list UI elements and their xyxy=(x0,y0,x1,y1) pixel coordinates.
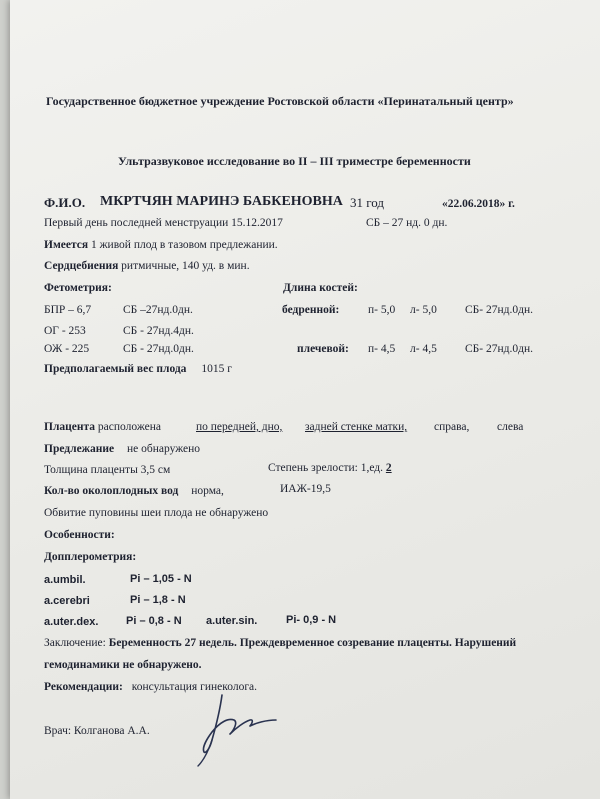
features-label: Особенности: xyxy=(44,529,115,541)
document-page xyxy=(10,0,600,799)
doctor-name: Колганова А.А. xyxy=(73,725,150,737)
fetometry-og-sb: СБ - 27нд.4дн. xyxy=(123,325,194,337)
bone-femur-sb: СБ- 27нд.0дн. xyxy=(465,304,533,316)
institution-header: Государственное бюджетное учреждение Ростовской области «Перинатальный центр» xyxy=(46,94,514,108)
doppler-cerebri-label: a.cerebri xyxy=(44,595,90,607)
placenta-located: расположена xyxy=(97,421,161,433)
previa-value: не обнаружено xyxy=(127,443,200,455)
doppler-cerebri-value: Pi – 1,8 - N xyxy=(130,594,186,606)
placenta-option-left: слева xyxy=(497,421,524,433)
doppler-uter-sin-value: Pi- 0,9 - N xyxy=(286,614,337,626)
patient-age: 31 год xyxy=(350,195,384,210)
last-menstruation: Первый день последней менструации 15.12.2017 xyxy=(44,217,283,229)
fetal-weight-label: Предполагаемый вес плода xyxy=(44,363,187,375)
bone-humerus-sb: СБ- 27нд.0дн. xyxy=(465,343,533,355)
heartbeat-value: ритмичные, 140 уд. в мин. xyxy=(121,260,250,272)
fetometry-oj-sb: СБ - 27нд.0дн. xyxy=(123,343,194,355)
placenta-option-right: справа, xyxy=(434,421,470,433)
maturity-label: Степень зрелости: 1,ед. xyxy=(268,462,384,474)
amniotic-index: ИАЖ-19,5 xyxy=(280,483,331,495)
bone-humerus-right: п- 4,5 xyxy=(368,343,396,355)
fetus-presence-label: Имеется xyxy=(44,239,89,251)
bone-femur-right: п- 5,0 xyxy=(368,304,396,316)
recommendation-value: консультация гинеколога. xyxy=(131,681,258,693)
fetometry-og: ОГ - 253 xyxy=(44,325,86,337)
placenta-option-posterior: задней стенке матки, xyxy=(305,421,408,433)
doctor-label: Врач: xyxy=(44,725,72,737)
doppler-umbil-value: Pi – 1,05 - N xyxy=(130,573,192,585)
cord-entanglement: Обвитие пуповины шеи плода не обнаружено xyxy=(44,507,269,519)
placenta-label: Плацента xyxy=(44,421,96,433)
conclusion-label: Заключение: xyxy=(44,637,106,649)
fetometry-heading: Фетометрия: xyxy=(44,282,112,294)
bone-femur-label: бедренной: xyxy=(282,304,340,316)
maturity-value: 2 xyxy=(385,462,392,474)
bone-humerus-label: плечевой: xyxy=(297,343,349,355)
fetal-weight-value: 1015 г xyxy=(201,363,232,375)
doppler-heading: Допплерометрия: xyxy=(44,551,137,563)
bone-humerus-left: л- 4,5 xyxy=(410,343,437,355)
conclusion-line1: Беременность 27 недель. Преждевременное созревание плаценты. Нарушений xyxy=(108,637,517,649)
doppler-uter-dex-label: a.uter.dex. xyxy=(44,616,99,628)
doctor-signature xyxy=(190,690,300,770)
fetometry-oj: ОЖ - 225 xyxy=(44,343,90,355)
bone-femur-left: л- 5,0 xyxy=(410,304,437,316)
placenta-thickness: Толщина плаценты 3,5 см xyxy=(44,464,171,476)
menstruation-sb: СБ – 27 нд. 0 дн. xyxy=(366,217,448,229)
patient-name: МКРТЧЯН МАРИНЭ БАБКЕНОВНА xyxy=(100,194,343,209)
previa-label: Предлежание xyxy=(44,443,115,455)
bones-heading: Длина костей: xyxy=(283,282,358,294)
amniotic-value: норма, xyxy=(191,485,224,497)
fio-label: Ф.И.О. xyxy=(44,195,86,210)
doppler-umbil-label: a.umbil. xyxy=(44,574,86,586)
amniotic-label: Кол-во околоплодных вод xyxy=(44,485,179,497)
heartbeat-label: Сердцебиения xyxy=(44,260,119,272)
fetus-presence-text: 1 живой плод в тазовом предлежании. xyxy=(90,239,278,251)
conclusion-line2: гемодинамики не обнаружено. xyxy=(44,659,202,671)
placenta-option-anterior: по передней, дно, xyxy=(196,421,283,433)
fetometry-bpr-sb: СБ –27нд.0дн. xyxy=(123,304,193,316)
doppler-uter-dex-value: Pi – 0,8 - N xyxy=(126,615,182,627)
recommendation-label: Рекомендации: xyxy=(44,681,123,693)
exam-date: «22.06.2018» г. xyxy=(442,198,515,210)
document-title: Ультразвуковое исследование во II – III триместре беременности xyxy=(118,154,471,168)
fetometry-bpr: БПР – 6,7 xyxy=(44,304,92,316)
doppler-uter-sin-label: a.uter.sin. xyxy=(206,615,258,627)
